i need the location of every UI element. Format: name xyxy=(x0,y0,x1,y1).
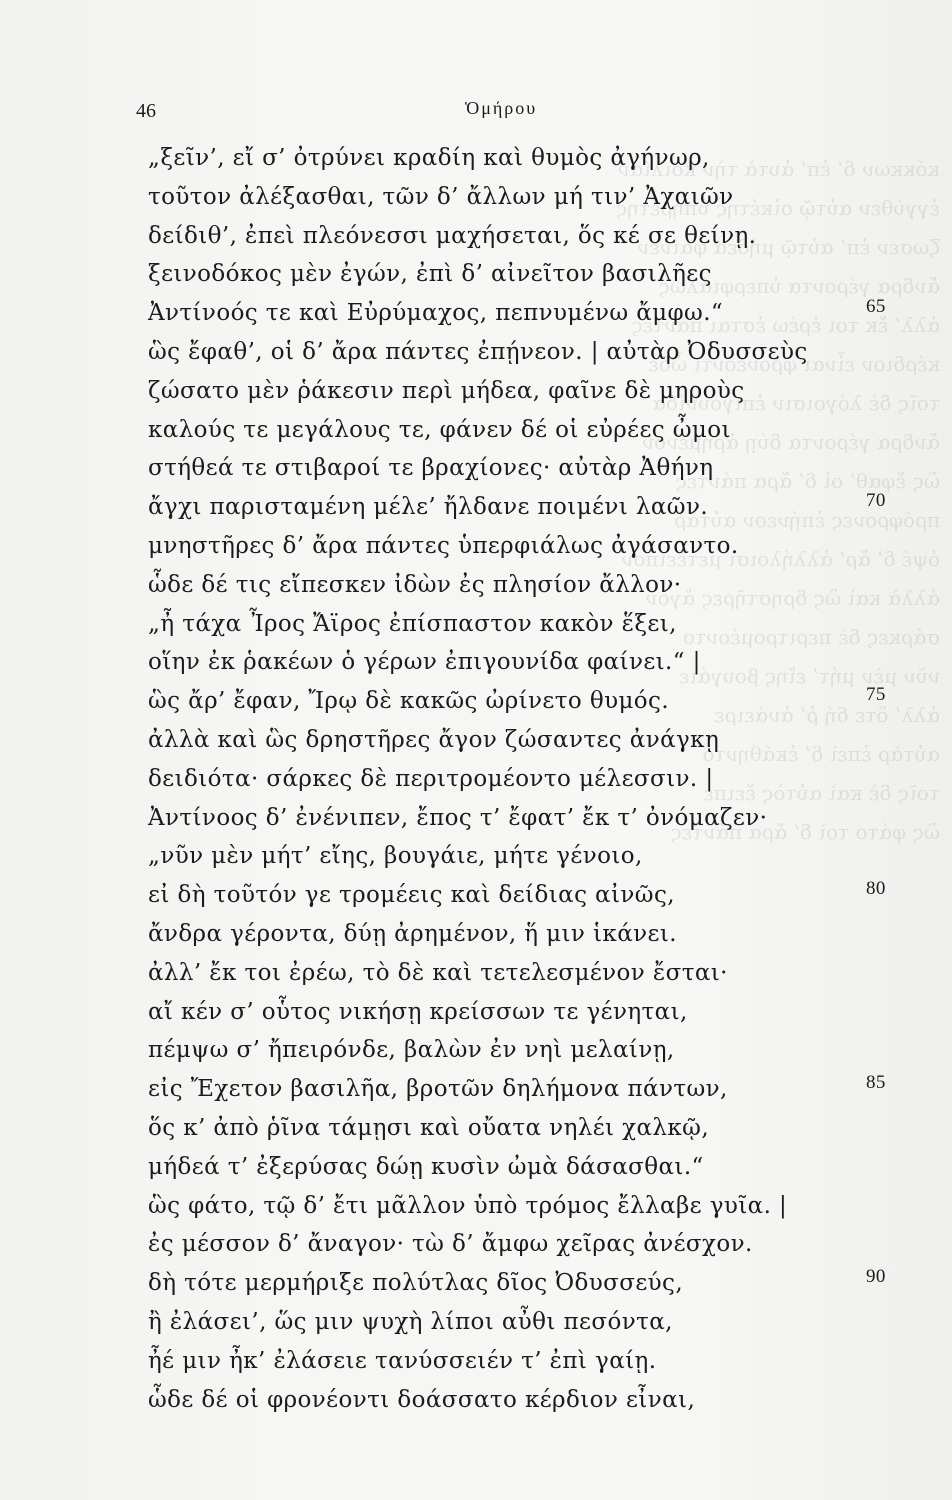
line-number: 85 xyxy=(866,1072,886,1094)
line-number: 80 xyxy=(866,878,886,900)
verse-text: εἰ δὴ τοῦτόν γε τρομέεις καὶ δείδιας αἰνῶς, xyxy=(148,882,675,909)
verse-line xyxy=(148,993,918,1032)
verse-text: ἄγχι παρισταμένη μέλε’ ἤλδανε ποιμένι λαῶν. xyxy=(148,494,709,521)
verse-line xyxy=(148,799,918,838)
verse-line xyxy=(148,1225,918,1264)
verse-text: ἢ ἐλάσει’, ὥς μιν ψυχὴ λίποι αὖθι πεσόντα, xyxy=(148,1308,673,1335)
verse-text: ὧδε δέ οἱ φρονέοντι δοάσσατο κέρδιον εἶναι, xyxy=(148,1386,696,1413)
verse-line xyxy=(148,876,918,915)
verse-line xyxy=(148,915,918,954)
verse-text: ξεινοδόκος μὲν ἐγών, ἐπὶ δ’ αἰνεῖτον βασιλῆες xyxy=(148,261,712,288)
verse-line xyxy=(148,294,918,333)
verse-text: δὴ τότε μερμήριξε πολύτλας δῖος Ὀδυσσεύς, xyxy=(148,1270,684,1297)
verse-line xyxy=(148,1031,918,1070)
verse-line xyxy=(148,178,918,217)
verse-line xyxy=(148,449,918,488)
verse-line xyxy=(148,682,918,721)
verse-line xyxy=(148,760,918,799)
verse-line xyxy=(148,1187,918,1226)
verse-line xyxy=(148,837,918,876)
verse-text: ἦέ μιν ἦκ’ ἐλάσειε τανύσσειέν τ’ ἐπὶ γαίῃ. xyxy=(148,1347,657,1374)
verse-block xyxy=(148,139,918,1419)
verse-text: Ἀντίνοός τε καὶ Εὐρύμαχος, πεπνυμένω ἄμφω.“ xyxy=(148,300,724,327)
verse-text: ἀλλὰ καὶ ὣς δρηστῆρες ἄγον ζώσαντες ἀνάγκῃ xyxy=(148,726,720,753)
verse-text: ὣς ἔφαθ’, οἱ δ’ ἄρα πάντες ἐπῄνεον. | αὐτὰρ Ὀδυσσεὺς xyxy=(148,338,808,365)
verse-line xyxy=(148,643,918,682)
verse-text: Ἀντίνοος δ’ ἐνένιπεν, ἔπος τ’ ἔφατ’ ἔκ τ’ ὀνόμαζεν· xyxy=(148,804,768,831)
verse-line xyxy=(148,1148,918,1187)
verse-text: καλούς τε μεγάλους τε, φάνεν δέ οἱ εὐρέες ὦμοι xyxy=(148,416,731,443)
verse-text: οἵην ἐκ ῥακέων ὁ γέρων ἐπιγουνίδα φαίνει.“ | xyxy=(148,649,701,676)
verse-text: ἐς μέσσον δ’ ἄναγον· τὼ δ’ ἄμφω χεῖρας ἀνέσχον. xyxy=(148,1231,753,1258)
verse-text: μνηστῆρες δ’ ἄρα πάντες ὑπερφιάλως ἀγάσαντο. xyxy=(148,532,739,559)
verse-text: ὣς φάτο, τῷ δ’ ἔτι μᾶλλον ὑπὸ τρόμος ἔλλαβε γυῖα. | xyxy=(148,1192,788,1219)
bleed-through-texture: κόκκων δ’ ἐπ’ ἀυτὰ τὴν κοιλίαν ἐγγύθεν αὐτῷ οἰκέτης ὑπηρέτης ζωσεν ἐπ’ αὐτῷ μήδεα φαίνεν ἄνδρα γέροντα ὑπερφιάλως ἀλλ’ ἔκ τοι ἐρέω ἐσται πάντες κέρδιον εἶναι φρονέοντι ὧδε τοῖς δὲ λόγοισιν ἐπιγουνίδα ἄνδρα γέροντα δύῃ ἀρημένον ὣς ἔφαθ’ οἱ δ’ ἄρα πάντες πρόφρονες ἐπῄνεον αὐτὰρ ὀψέ δ’ ἄρ’ ἀλλήλοισι μετέειπον ἀλλὰ καὶ ὣς δρηστῆρες ἄγον σάρκες δὲ περιτρομέοντο νῦν μὲν μήτ’ εἴης βουγάιε ἀλλ’ ὅτε δή ῥ’ ἀνάειρε αὐτὰρ ἐπεὶ δ’ ἐκάθηντο τοῖς δὲ καὶ αὐτὸς ἔειπε ὣς φάτο τοὶ δ’ ἄρα πάντες xyxy=(615,157,940,844)
verse-text: στήθεά τε στιβαροί τε βραχίονες· αὐτὰρ Ἀθήνη xyxy=(148,455,714,482)
verse-line xyxy=(148,954,918,993)
verse-text: ζώσατο μὲν ῥάκεσιν περὶ μήδεα, φαῖνε δὲ μηροὺς xyxy=(148,377,745,404)
line-number: 70 xyxy=(866,490,886,512)
verse-text: αἴ κέν σ’ οὗτος νικήσῃ κρείσσων τε γένηται, xyxy=(148,998,688,1025)
verse-text: ἀλλ’ ἔκ τοι ἐρέω, τὸ δὲ καὶ τετελεσμένον ἔσται· xyxy=(148,959,728,986)
verse-line xyxy=(148,139,918,178)
verse-line xyxy=(148,566,918,605)
verse-text: μήδεά τ’ ἐξερύσας δώῃ κυσὶν ὠμὰ δάσασθαι.“ xyxy=(148,1153,704,1180)
verse-text: δειδιότα· σάρκες δὲ περιτρομέοντο μέλεσσιν. | xyxy=(148,765,714,792)
verse-text: πέμψω σ’ ἤπειρόνδε, βαλὼν ἐν νηὶ μελαίνῃ, xyxy=(148,1037,675,1064)
line-number: 90 xyxy=(866,1266,886,1288)
line-number: 75 xyxy=(866,684,886,706)
verse-line xyxy=(148,1109,918,1148)
verse-text: „νῦν μὲν μήτ’ εἴης, βουγάιε, μήτε γένοιο, xyxy=(148,843,643,870)
verse-line xyxy=(148,217,918,256)
verse-line xyxy=(148,1070,918,1109)
line-number: 65 xyxy=(866,296,886,318)
verse-text: „ξεῖν’, εἴ σ’ ὀτρύνει κραδίη καὶ θυμὸς ἀγήνωρ, xyxy=(148,145,710,171)
verse-text: „ἦ τάχα Ἶρος Ἄϊρος ἐπίσπαστον κακὸν ἕξει, xyxy=(148,610,677,637)
verse-line xyxy=(148,255,918,294)
verse-text: δείδιθ’, ἐπεὶ πλεόνεσσι μαχήσεται, ὅς κέ σε θείνῃ. xyxy=(148,222,757,249)
verse-line xyxy=(148,372,918,411)
verse-line xyxy=(148,1381,918,1420)
verse-line xyxy=(148,1303,918,1342)
running-head: Ὁμήρου xyxy=(465,98,538,118)
verse-text: εἰς Ἔχετον βασιλῆα, βροτῶν δηλήμονα πάντων, xyxy=(148,1076,728,1103)
verse-line xyxy=(148,1264,918,1303)
verse-text: ὣς ἄρ’ ἔφαν, Ἴρῳ δὲ κακῶς ὠρίνετο θυμός. xyxy=(148,688,670,715)
verse-text: ἄνδρα γέροντα, δύῃ ἀρημένον, ἥ μιν ἱκάνει. xyxy=(148,920,677,947)
verse-line xyxy=(148,411,918,450)
verse-line xyxy=(148,721,918,760)
verse-line xyxy=(148,488,918,527)
verse-line xyxy=(148,1342,918,1381)
page-number: 46 xyxy=(136,100,156,122)
verse-text: τοῦτον ἀλέξασθαι, τῶν δ’ ἄλλων μή τιν’ Ἀχαιῶν xyxy=(148,183,734,210)
verse-line xyxy=(148,605,918,644)
verse-text: ὅς κ’ ἀπὸ ῥῖνα τάμῃσι καὶ οὔατα νηλέι χαλκῷ, xyxy=(148,1114,710,1141)
verse-line xyxy=(148,333,918,372)
verse-line xyxy=(148,527,918,566)
verse-text: ὧδε δέ τις εἴπεσκεν ἰδὼν ἐς πλησίον ἄλλον· xyxy=(148,571,682,598)
